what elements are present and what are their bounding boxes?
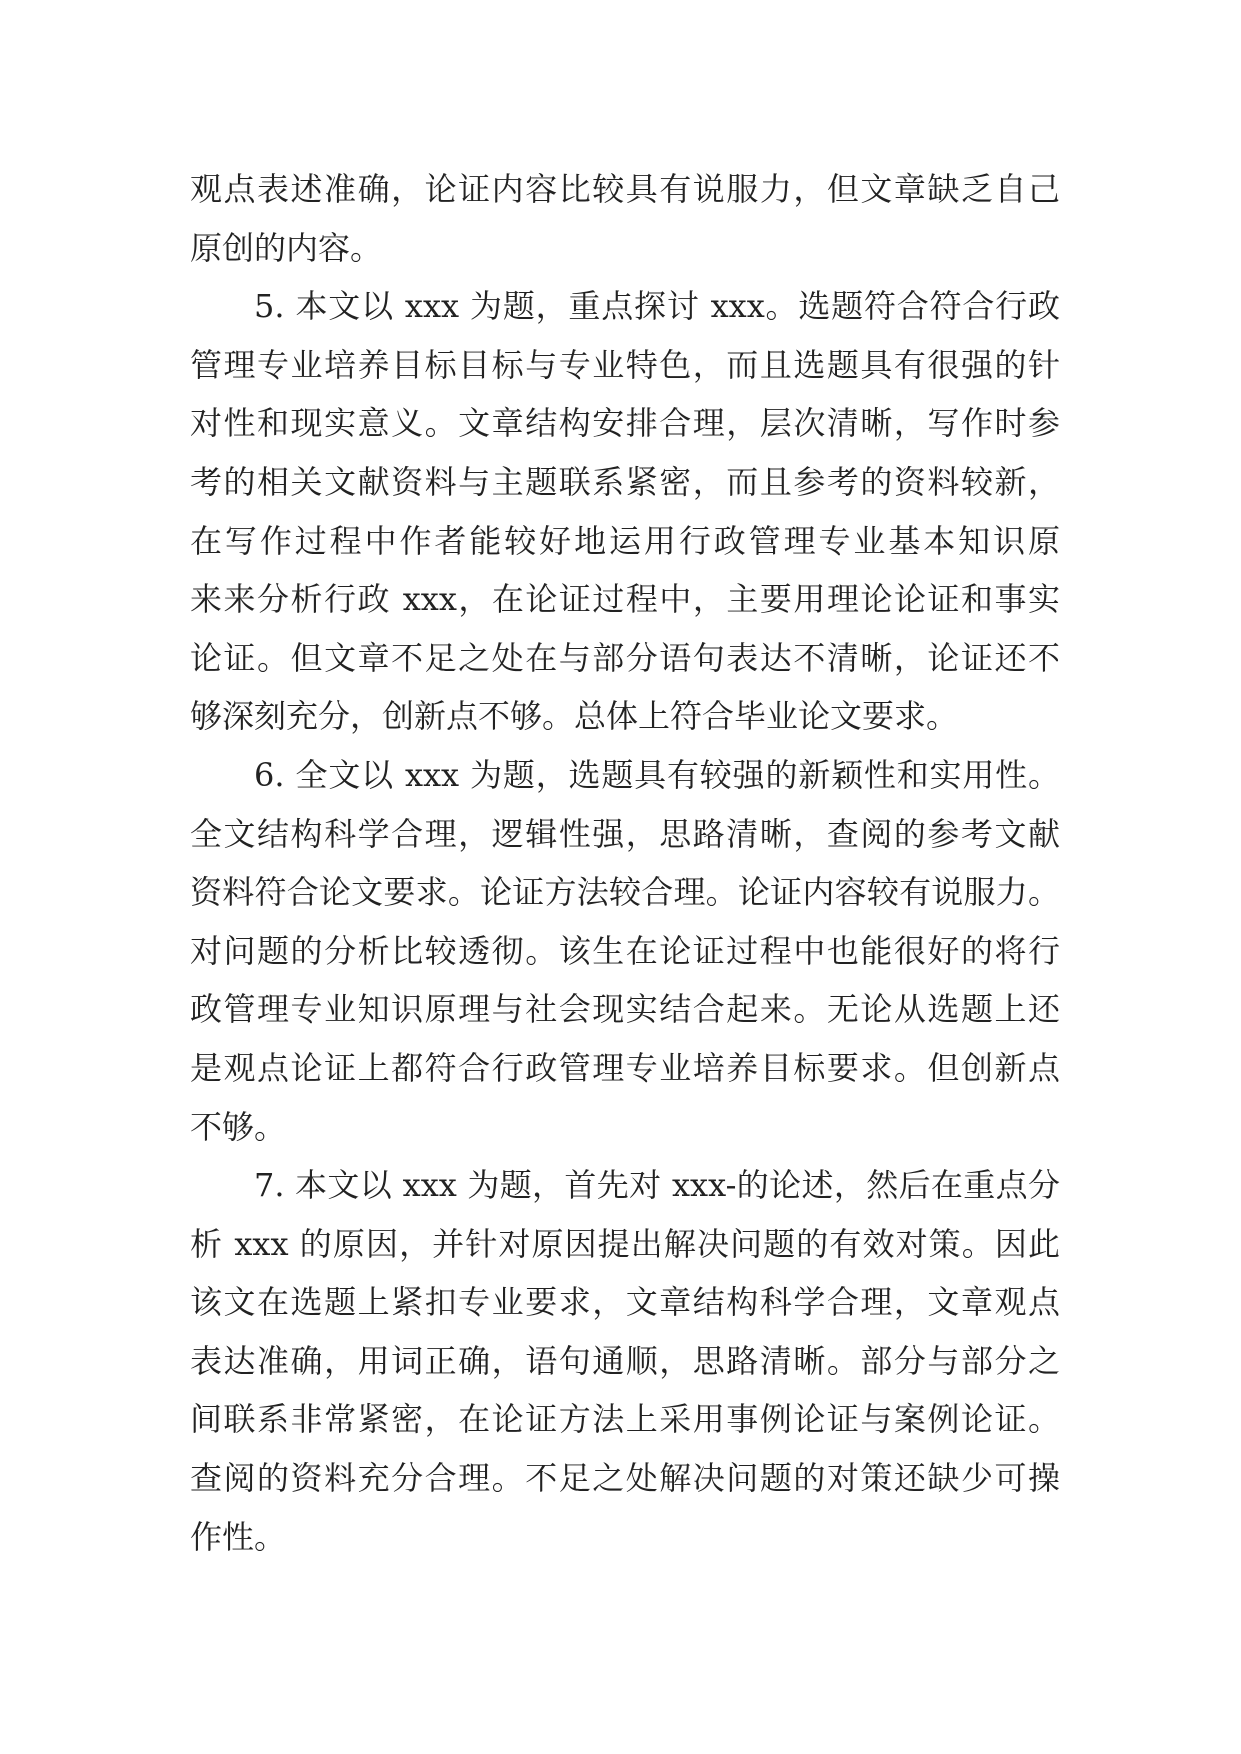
text-line: 原创的内容。 (190, 228, 383, 267)
text-line: 析 xxx 的原因，并针对原因提出解决问题的有效对策。因此 (190, 1224, 1060, 1263)
text-line: 该文在选题上紧扣专业要求，文章结构科学合理，文章观点 (190, 1283, 1060, 1322)
text-line: 在写作过程中作者能较好地运用行政管理专业基本知识原 (190, 521, 1060, 560)
text-line: 来来分析行政 xxx，在论证过程中，主要用理论论证和事实 (190, 580, 1060, 619)
text-line: 考的相关文献资料与主题联系紧密，而且参考的资料较新， (190, 462, 1060, 501)
text-line: 资料符合论文要求。论证方法较合理。论证内容较有说服力。 (190, 873, 1060, 912)
paragraph-6 (190, 746, 1060, 1156)
text-line: 5. 本文以 xxx 为题，重点探讨 xxx。选题符合符合行政 (254, 287, 1060, 326)
text-line: 对性和现实意义。文章结构安排合理，层次清晰，写作时参 (190, 404, 1060, 443)
paragraph-4-continuation (190, 160, 1060, 277)
text-line: 对问题的分析比较透彻。该生在论证过程中也能很好的将行 (190, 931, 1060, 970)
text-line: 7. 本文以 xxx 为题，首先对 xxx-的论述，然后在重点分 (254, 1166, 1060, 1205)
paragraph-7 (190, 1156, 1060, 1566)
text-line: 作性。 (190, 1517, 287, 1556)
text-line: 论证。但文章不足之处在与部分语句表达不清晰，论证还不 (190, 638, 1060, 677)
text-line: 查阅的资料充分合理。不足之处解决问题的对策还缺少可操 (190, 1459, 1060, 1498)
text-line: 观点表述准确，论证内容比较具有说服力，但文章缺乏自己 (190, 170, 1060, 208)
text-line: 6. 全文以 xxx 为题，选题具有较强的新颖性和实用性。 (254, 755, 1060, 794)
text-line: 政管理专业知识原理与社会现实结合起来。无论从选题上还 (190, 990, 1060, 1029)
text-line: 够深刻充分，创新点不够。总体上符合毕业论文要求。 (190, 697, 959, 736)
text-line: 不够。 (190, 1107, 287, 1146)
text-line: 间联系非常紧密，在论证方法上采用事例论证与案例论证。 (190, 1400, 1060, 1439)
text-line: 表达准确，用词正确，语句通顺，思路清晰。部分与部分之 (190, 1341, 1060, 1380)
text-line: 是观点论证上都符合行政管理专业培养目标要求。但创新点 (190, 1048, 1060, 1087)
document-body (190, 160, 1060, 1566)
text-line: 管理专业培养目标目标与专业特色，而且选题具有很强的针 (190, 345, 1060, 384)
paragraph-5 (190, 277, 1060, 746)
text-line: 全文结构科学合理，逻辑性强，思路清晰，查阅的参考文献 (190, 814, 1060, 853)
